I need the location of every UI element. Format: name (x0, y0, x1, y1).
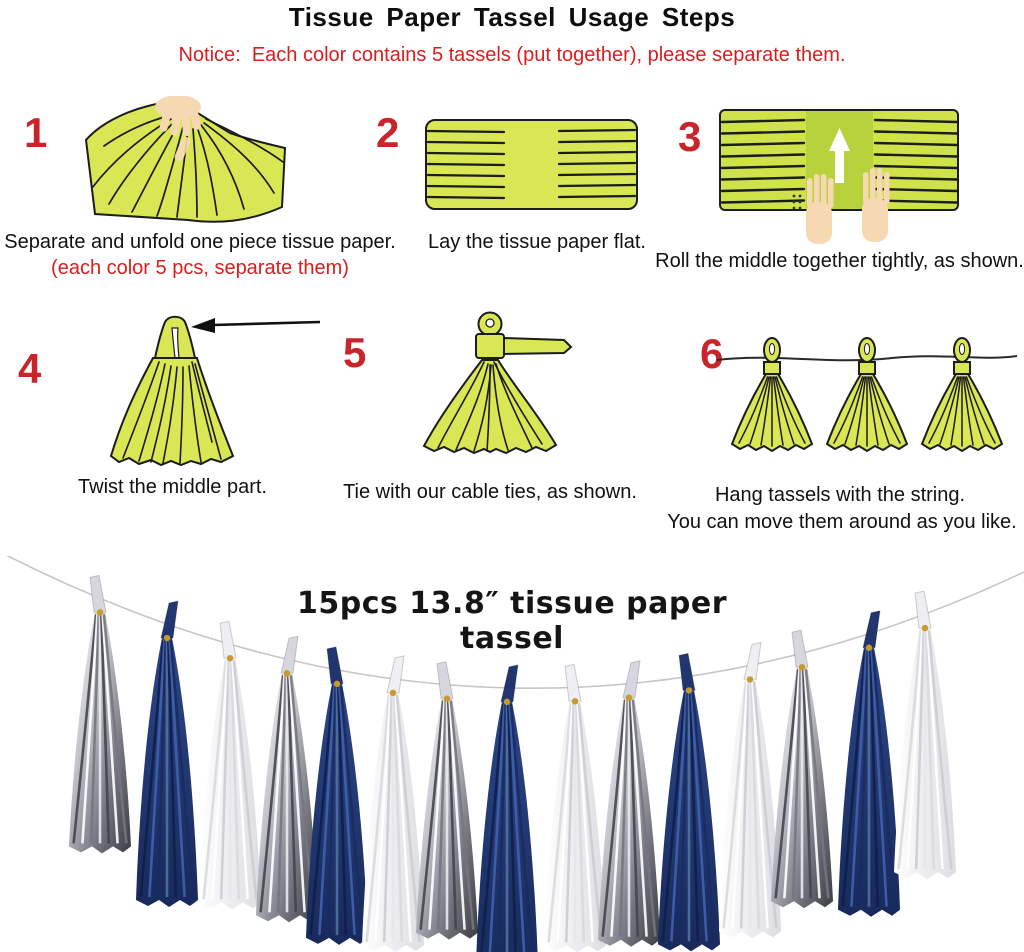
step-1-illustration (78, 96, 298, 236)
step-6-caption: Hang tassels with the string. (714, 484, 966, 506)
tassel-graphic (732, 338, 812, 451)
step-6-caption-line2: You can move them around as you like. (667, 511, 1017, 533)
tassel-graphic (922, 338, 1002, 451)
garland-tassel-silver (69, 575, 131, 853)
garland-tassel-navy (306, 647, 368, 945)
step-5-caption: Tie with our cable ties, as shown. (343, 481, 637, 503)
notice-text: Notice: Each color contains 5 tassels (put together), please separate them. (178, 44, 846, 66)
step-6-number: 6 (700, 330, 724, 377)
garland-tassel-silver (256, 636, 318, 922)
step-3-caption: Roll the middle together tightly, as shown. (655, 250, 1024, 272)
step-3-number: 3 (678, 113, 702, 160)
garland-tassel-navy (136, 601, 198, 907)
garland-tassel-white (544, 664, 606, 952)
step-4-caption: Twist the middle part. (78, 476, 267, 498)
cable-tie-tail (504, 338, 571, 354)
page-title: Tissue Paper Tassel Usage Steps (288, 2, 736, 32)
step-2-number: 2 (376, 109, 400, 156)
step-2-caption: Lay the tissue paper flat. (428, 231, 646, 253)
step-1-subcaption: (each color 5 pcs, separate them) (51, 257, 349, 279)
garland-tassel-silver (416, 662, 478, 940)
loop-hole (486, 319, 494, 327)
garland-tassel-navy (658, 653, 720, 951)
tassel-graphic (827, 338, 907, 451)
step-1-number: 1 (24, 109, 48, 156)
garland-tassel-navy (476, 665, 538, 952)
garland-tassel-white (894, 591, 956, 879)
garland-tassel-silver (771, 630, 833, 908)
garland-tassel-white (199, 621, 261, 909)
step-5-number: 5 (343, 329, 367, 376)
garland-tassel-silver (598, 661, 660, 947)
step-4-illustration (95, 312, 325, 477)
step-1-caption: Separate and unfold one piece tissue paper. (4, 231, 396, 253)
step-3-illustration (718, 106, 963, 251)
garland-tassel-navy (838, 611, 900, 917)
step-4-number: 4 (18, 345, 42, 392)
pointer-arrow-icon (191, 318, 320, 333)
step-6-illustration (712, 330, 1022, 490)
product-label: 15pcs 13.8″ tissue paper tassel (297, 586, 749, 656)
cable-tie-band (476, 334, 504, 358)
step-5-illustration (390, 308, 605, 458)
step-2-illustration (424, 117, 639, 212)
hung-tassels (732, 338, 1002, 451)
garland-tassel-white (362, 656, 424, 952)
